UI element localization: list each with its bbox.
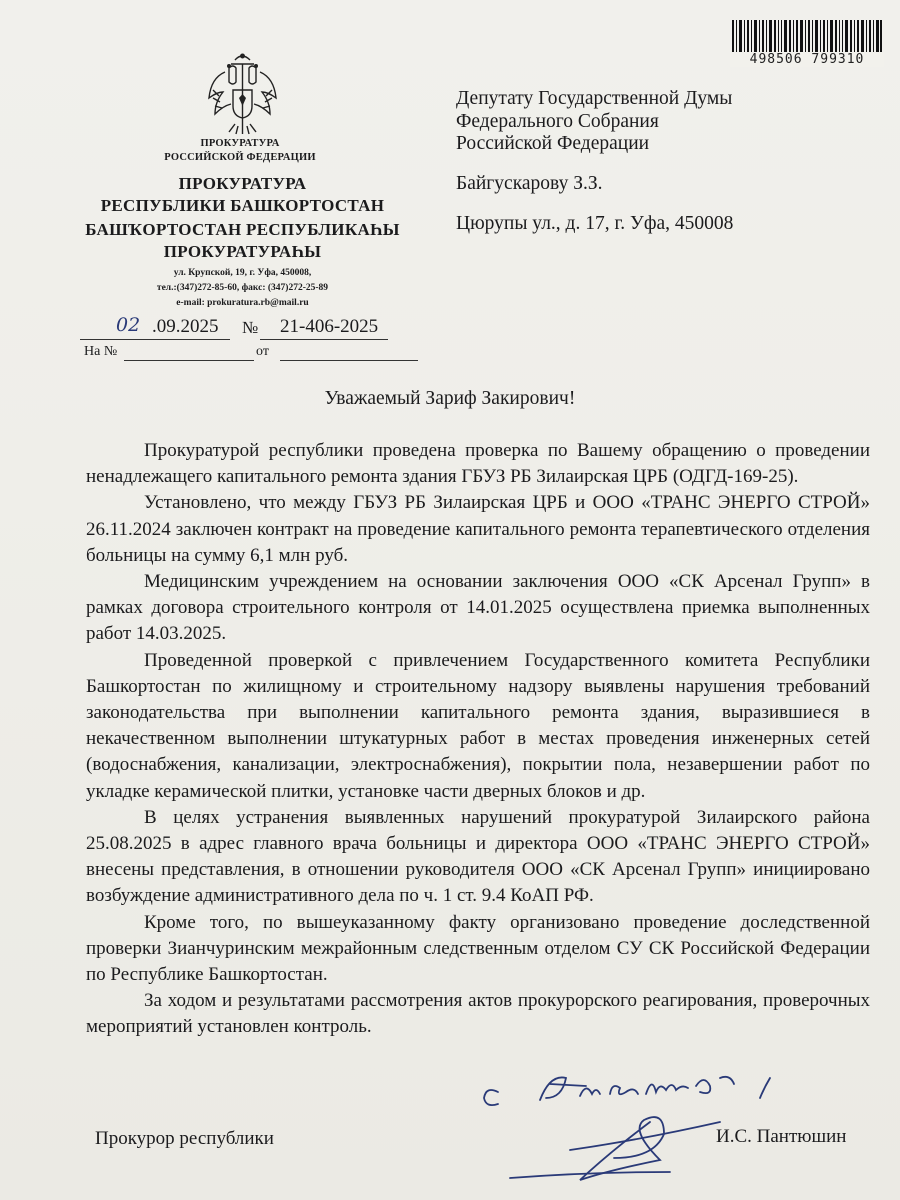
- paragraph-3: Медицинским учреждением на основании заключения ООО «СК Арсенал Групп» в рамках договора строительного контроля от 14.01.2025 осуществлена приемка выполненных работ 14.03.2025.: [86, 571, 870, 645]
- org-title-bash-line2: ПРОКУРАТУРАҺЫ: [163, 242, 322, 261]
- paragraph-4: Проведенной проверкой с привлечением Государственного комитета Республики Башкортостан по жилищному и строительному надзору выявлены нарушения требований законодательства при выполнении капитального ремонта здания, выразившиеся в некачественном выполнении штукатурных работ в местах проведения инженерных сетей (водоснабжения, канализации, электроснабжения), покрытии пола, незавершении работ по укладке керамической плитки, установке части дверных блоков и др.: [86, 649, 870, 802]
- paragraph-6: Кроме того, по вышеуказанному факту организовано проведение доследственной проверки Зианчуринским межрайонным следственным отделом СУ СК Российской Федерации по Республике Башкортостан.: [86, 911, 870, 986]
- org-small-line2: РОССИЙСКОЙ ФЕДЕРАЦИИ: [164, 152, 316, 163]
- recipient-address: Цюрупы ул., д. 17, г. Уфа, 450008: [456, 213, 734, 234]
- paragraph-1: Прокуратурой республики проведена проверка по Вашему обращению о проведении ненадлежащего капитального ремонта здания ГБУЗ РБ Зилаирская ЦРБ (ОДГД-169-25).: [86, 440, 870, 488]
- coat-of-arms-emblem: [205, 50, 280, 135]
- number-sign: №: [242, 318, 259, 337]
- org-address: ул. Крупской, 19, г. Уфа, 450008,: [173, 268, 312, 278]
- org-email: e-mail: prokuratura.rb@mail.ru: [176, 298, 309, 308]
- paragraph-2: Установлено, что между ГБУЗ РБ Зилаирская ЦРБ и ООО «ТРАНС ЭНЕРГО СТРОЙ» 26.11.2024 заключен контракт на проведение капитального ремонта терапевтического отделения больницы на сумму 6,1 млн руб.: [86, 492, 870, 566]
- letter-body: [86, 438, 870, 1041]
- reference-number-label: На №: [84, 344, 118, 359]
- reference-date-blank: [280, 360, 418, 361]
- paragraph-5: В целях устранения выявленных нарушений прокуратурой Зилаирского района 25.08.2025 в адрес главного врача больницы и директора ООО «ТРАНС ЭНЕРГО СТРОЙ» внесены представления, в отношении руководителя ООО «СК Арсенал Групп» инициировано возбуждение административного дела по ч. 1 ст. 9.4 КоАП РФ.: [86, 806, 870, 907]
- reference-date-label: от: [256, 344, 269, 359]
- signatory-position: Прокурор республики: [95, 1128, 274, 1149]
- org-title-bash-line1: БАШҠОРТОСТАН РЕСПУБЛИКАҺЫ: [85, 220, 400, 239]
- paragraph-7: За ходом и результатами рассмотрения актов прокурорского реагирования, проверочных мероприятий установлен контроль.: [86, 990, 870, 1038]
- number-underline: [260, 339, 388, 340]
- org-title-line2: РЕСПУБЛИКИ БАШКОРТОСТАН: [100, 196, 385, 215]
- date-month-year: .09.2025: [152, 316, 219, 337]
- recipient-name: Байгускарову З.З.: [456, 173, 603, 194]
- signatory-name: И.С. Пантюшин: [716, 1126, 847, 1147]
- recipient-line3: Российской Федерации: [456, 133, 650, 154]
- reference-line: [84, 344, 424, 366]
- outgoing-number: 21-406-2025: [280, 316, 379, 337]
- reference-number-blank: [124, 360, 254, 361]
- salutation: Уважаемый Зариф Закирович!: [324, 388, 576, 409]
- recipient-line1: Депутату Государственной Думы: [456, 88, 733, 109]
- barcode-number: 498506 799310: [730, 52, 884, 67]
- org-title-line1: ПРОКУРАТУРА: [178, 174, 307, 193]
- handwritten-day: 02: [116, 314, 141, 336]
- date-underline: [80, 339, 230, 340]
- recipient-line2: Федерального Собрания: [456, 111, 659, 132]
- org-phone: тел.:(347)272-85-60, факс: (347)272-25-89: [156, 283, 329, 293]
- org-small-line1: ПРОКУРАТУРА: [200, 138, 280, 149]
